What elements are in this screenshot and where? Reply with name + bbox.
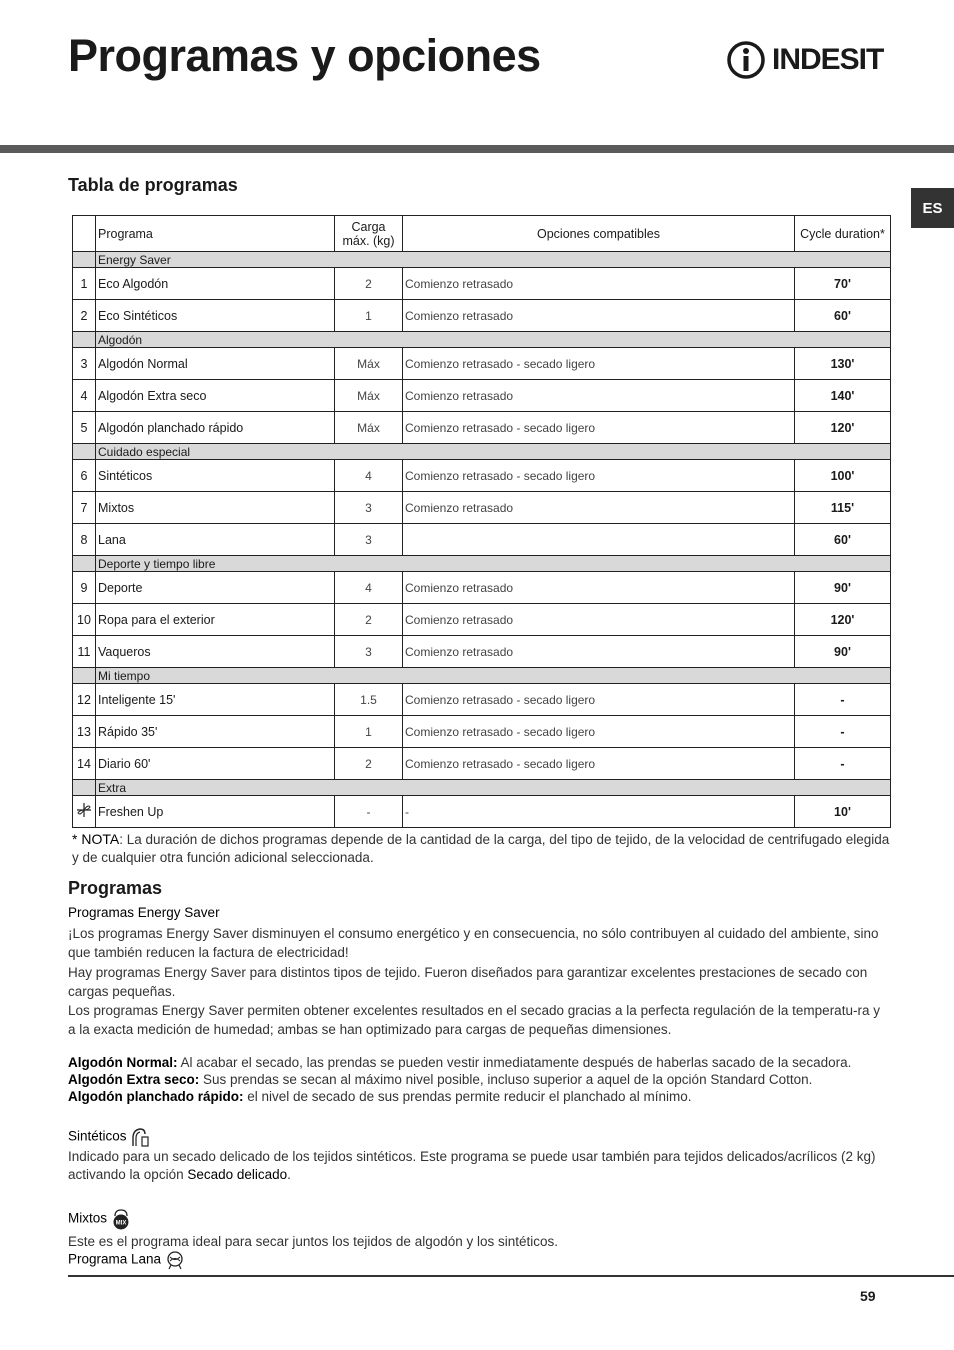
table-row: [73, 748, 891, 780]
row-program: Algodón planchado rápido: [96, 412, 335, 444]
language-tab: ES: [911, 188, 954, 228]
table-row: [73, 412, 891, 444]
row-duration: -: [795, 748, 891, 780]
row-number: 12: [73, 684, 96, 716]
table-header-row: [73, 216, 891, 252]
table-row: [73, 604, 891, 636]
row-options: Comienzo retrasado - secado ligero: [403, 684, 795, 716]
row-load: 2: [335, 604, 403, 636]
note-label: * NOTA: [72, 831, 120, 847]
programs-section-title: Programas: [68, 878, 163, 898]
row-number: 10: [73, 604, 96, 636]
table-group-row: [73, 668, 891, 684]
energy-saver-p1: ¡Los programas Energy Saver disminuyen el consumo energético y en consecuencia, no sólo contribuyen al cuidado del ambiente, sino que también reducen la factura de electricidad!: [68, 926, 879, 960]
page-title: Programas y opciones: [68, 30, 541, 81]
row-number: 2: [73, 300, 96, 332]
header-duration: Cycle duration*: [795, 216, 891, 252]
table-group-row: [73, 556, 891, 572]
row-number: 13: [73, 716, 96, 748]
row-duration: 90': [795, 636, 891, 668]
row-duration: 100': [795, 460, 891, 492]
energy-saver-p2: Hay programas Energy Saver para distintos tipos de tejido. Fueron diseñados para garantizar excelentes prestaciones de secado con cargas pequeñas.: [68, 965, 868, 999]
row-options: Comienzo retrasado - secado ligero: [403, 412, 795, 444]
row-load: 4: [335, 460, 403, 492]
table-body: [73, 252, 891, 828]
header-load: Carga máx. (kg): [335, 216, 403, 252]
wool-heading: Programa Lana: [68, 1251, 162, 1267]
cotton-extra-dry-label: Algodón Extra seco:: [68, 1072, 200, 1087]
row-number: 14: [73, 748, 96, 780]
group-name: Energy Saver: [96, 252, 891, 268]
note-text: : La duración de dichos programas depende de la cantidad de la carga, del tipo de tejido, de la velocidad de centrifugado elegida y de cualquier otra función adicional seleccionada.: [72, 832, 890, 865]
header-rule: [0, 145, 954, 153]
brand-name: INDESIT: [772, 43, 884, 76]
mixed-icon-label: MIX: [115, 1220, 127, 1227]
footer-rule: [68, 1275, 954, 1277]
row-program: Ropa para el exterior: [96, 604, 335, 636]
header-num: [73, 216, 96, 252]
row-duration: 115': [795, 492, 891, 524]
indesit-logo-icon: [726, 40, 766, 80]
row-number: 6: [73, 460, 96, 492]
synthetics-text-b: .: [287, 1167, 291, 1182]
row-duration: 140': [795, 380, 891, 412]
synthetics-option: Secado delicado: [187, 1167, 288, 1182]
row-duration: -: [795, 716, 891, 748]
header-options: Opciones compatibles: [403, 216, 795, 252]
row-load: 1: [335, 716, 403, 748]
row-program: Vaqueros: [96, 636, 335, 668]
row-load: 1: [335, 300, 403, 332]
synthetics-text-a: Indicado para un secado delicado de los tejidos sintéticos. Este programa se puede usar también para tejidos delicados/acrílicos (2 kg) activando la opción: [68, 1149, 876, 1182]
table-note: [72, 830, 892, 867]
row-options: -: [403, 796, 795, 828]
row-options: Comienzo retrasado: [403, 492, 795, 524]
header-program: Programa: [96, 216, 335, 252]
row-number: 1: [73, 268, 96, 300]
row-program: Lana: [96, 524, 335, 556]
row-duration: 130': [795, 348, 891, 380]
row-duration: 90': [795, 572, 891, 604]
table-row: [73, 348, 891, 380]
row-program: Algodón Extra seco: [96, 380, 335, 412]
energy-saver-heading: Programas Energy Saver: [68, 905, 220, 920]
row-number: 7: [73, 492, 96, 524]
row-program: Rápido 35': [96, 716, 335, 748]
row-options: Comienzo retrasado - secado ligero: [403, 716, 795, 748]
table-row: [73, 268, 891, 300]
freshen-up-icon: [75, 801, 93, 819]
group-name: Extra: [96, 780, 891, 796]
row-program: Diario 60': [96, 748, 335, 780]
table-row: [73, 572, 891, 604]
row-options: Comienzo retrasado - secado ligero: [403, 748, 795, 780]
table-section-title: Tabla de programas: [68, 175, 238, 195]
table-group-row: [73, 252, 891, 268]
row-program: Freshen Up: [96, 796, 335, 828]
row-duration: 70': [795, 268, 891, 300]
row-load: 3: [335, 524, 403, 556]
row-load: 4: [335, 572, 403, 604]
mixed-heading: Mixtos: [68, 1210, 108, 1226]
table-row: [73, 524, 891, 556]
group-spacer: [73, 780, 96, 796]
synthetics-heading-line: [68, 1126, 150, 1148]
row-number: 9: [73, 572, 96, 604]
table-row: [73, 636, 891, 668]
row-program: Deporte: [96, 572, 335, 604]
row-load: 3: [335, 492, 403, 524]
row-program: Inteligente 15': [96, 684, 335, 716]
synthetics-text: [68, 1148, 888, 1184]
row-options: Comienzo retrasado: [403, 572, 795, 604]
row-duration: 60': [795, 524, 891, 556]
row-number: 4: [73, 380, 96, 412]
cotton-descriptions: [68, 1054, 888, 1105]
cotton-extra-dry-text: Sus prendas se secan al máximo nivel posible, incluso superior a aquel de la opción Standard Cotton.: [199, 1072, 813, 1087]
row-options: Comienzo retrasado: [403, 268, 795, 300]
table-group-row: [73, 780, 891, 796]
row-duration: -: [795, 684, 891, 716]
row-load: -: [335, 796, 403, 828]
row-icon-cell: [73, 796, 96, 828]
synthetics-heading: Sintéticos: [68, 1128, 127, 1144]
row-load: Máx: [335, 380, 403, 412]
row-options: [403, 524, 795, 556]
cotton-iron-text: el nivel de secado de sus prendas permite reducir el planchado al mínimo.: [243, 1089, 692, 1104]
group-spacer: [73, 444, 96, 460]
row-options: Comienzo retrasado: [403, 380, 795, 412]
mixed-text: Este es el programa ideal para secar juntos los tejidos de algodón y los sintéticos.: [68, 1234, 559, 1249]
table-row: [73, 300, 891, 332]
row-duration: 10': [795, 796, 891, 828]
programs-table: [72, 215, 891, 828]
group-spacer: [73, 252, 96, 268]
row-program: Eco Algodón: [96, 268, 335, 300]
wool-heading-line: [68, 1250, 185, 1270]
page-number: 59: [860, 1288, 876, 1304]
row-number: 3: [73, 348, 96, 380]
group-spacer: [73, 332, 96, 348]
brand-logo: [726, 38, 883, 82]
row-duration: 120': [795, 412, 891, 444]
table-group-row: [73, 444, 891, 460]
row-load: Máx: [335, 348, 403, 380]
row-load: 2: [335, 268, 403, 300]
table-row: [73, 716, 891, 748]
group-name: Deporte y tiempo libre: [96, 556, 891, 572]
row-options: Comienzo retrasado - secado ligero: [403, 460, 795, 492]
group-spacer: [73, 668, 96, 684]
energy-saver-p3: Los programas Energy Saver permiten obtener excelentes resultados en el secado gracias a la perfecta regulación de la temperatu-ra y a la exacta medición de humedad; ambas se han optimizado para cargas de pequeñas dimensiones.: [68, 1003, 880, 1037]
row-program: Sintéticos: [96, 460, 335, 492]
mixed-icon: [111, 1208, 131, 1230]
group-spacer: [73, 556, 96, 572]
row-program: Algodón Normal: [96, 348, 335, 380]
row-load: Máx: [335, 412, 403, 444]
row-program: Eco Sintéticos: [96, 300, 335, 332]
table-row: [73, 380, 891, 412]
row-load: 1.5: [335, 684, 403, 716]
row-number: 5: [73, 412, 96, 444]
mixed-heading-line: [68, 1208, 131, 1230]
cotton-normal-text: Al acabar el secado, las prendas se pueden vestir inmediatamente después de haberlas sacado de la secadora.: [177, 1055, 852, 1070]
table-row: [73, 492, 891, 524]
group-name: Algodón: [96, 332, 891, 348]
row-options: Comienzo retrasado - secado ligero: [403, 348, 795, 380]
table-group-row: [73, 332, 891, 348]
row-duration: 60': [795, 300, 891, 332]
row-load: 2: [335, 748, 403, 780]
row-program: Mixtos: [96, 492, 335, 524]
row-options: Comienzo retrasado: [403, 636, 795, 668]
synthetics-icon: [130, 1126, 150, 1148]
wool-icon: [165, 1250, 185, 1270]
row-number: 11: [73, 636, 96, 668]
cotton-iron-label: Algodón planchado rápido:: [68, 1089, 244, 1104]
row-number: 8: [73, 524, 96, 556]
row-options: Comienzo retrasado: [403, 300, 795, 332]
table-row: [73, 684, 891, 716]
row-duration: 120': [795, 604, 891, 636]
group-name: Mi tiempo: [96, 668, 891, 684]
cotton-normal-label: Algodón Normal:: [68, 1055, 178, 1070]
row-load: 3: [335, 636, 403, 668]
row-options: Comienzo retrasado: [403, 604, 795, 636]
table-row: [73, 796, 891, 828]
group-name: Cuidado especial: [96, 444, 891, 460]
table-row: [73, 460, 891, 492]
